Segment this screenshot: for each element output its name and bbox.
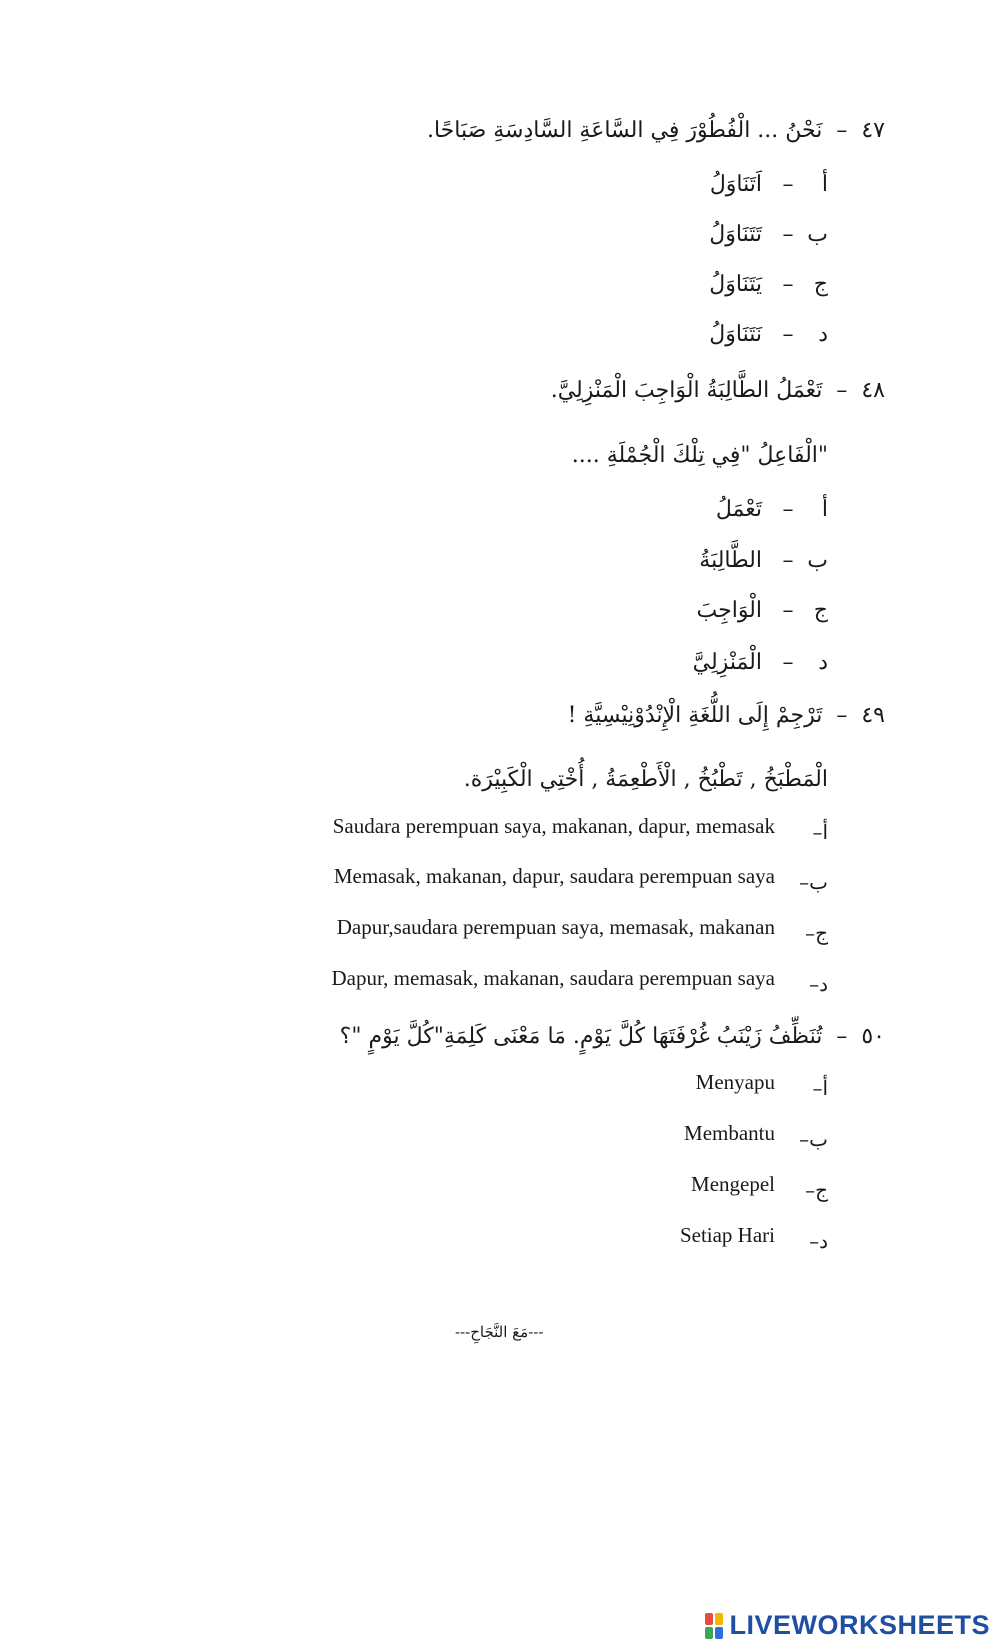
option-text: Saudara perempuan saya, makanan, dapur, memasak [332,814,775,838]
option-text: تَتَنَاوَلُ [709,222,762,247]
option-letter: ج– [805,1178,828,1202]
option-letter: ب [807,222,828,247]
question-49 [568,703,885,728]
option-dash: – [782,650,794,675]
option-text: تَعْمَلُ [715,497,762,522]
option-text: الْمَنْزِلِيَّ [692,650,762,675]
option-48-c[interactable] [697,598,829,623]
option-letter: أ [821,172,828,197]
option-dash: – [782,497,794,522]
option-text: Setiap Hari [679,1223,775,1247]
option-dash: – [782,322,794,347]
question-48-prompt: "الْفَاعِلُ "فِي تِلْكَ الْجُمْلَةِ .... [571,443,828,468]
option-text: نَتَنَاوَلُ [709,322,762,347]
option-text: Membantu [684,1121,775,1145]
question-dash: – [836,703,848,728]
logo-block [705,1613,713,1625]
question-text: نَحْنُ ... الْفُطُوْرَ فِي السَّاعَةِ السَّادِسَةِ صَبَاحًا. [426,118,823,143]
option-letter: د [818,322,828,347]
option-letter: ب– [799,1127,828,1151]
question-48 [551,378,885,403]
option-letter: د– [809,1229,828,1253]
question-49-prompt: الْمَطْبَخُ , تَطْبُخُ , الْأَطْعِمَةُ , أُخْتِي الْكَبِيْرَة. [463,767,828,792]
brand-watermark[interactable] [705,1610,990,1641]
option-47-b[interactable] [709,222,828,247]
brand-name: LIVEWORKSHEETS [729,1610,990,1640]
question-number: ٤٧ [861,118,885,143]
liveworksheets-logo-icon [705,1613,723,1639]
option-text: Dapur, memasak, makanan, saudara perempuan saya [331,966,775,990]
question-text: تَرْجِمْ إِلَى اللُّغَةِ الْإِنْدُوْنِيْسِيَّةِ ! [567,703,823,728]
option-text: الطَّالِبَةُ [699,548,762,573]
option-dash: – [782,598,794,623]
option-48-d[interactable] [693,650,828,675]
option-text: الْوَاجِبَ [696,598,762,623]
option-47-d[interactable] [709,322,828,347]
option-letter: أ– [812,820,828,844]
option-letter: د [818,650,828,675]
option-dash: – [782,272,794,297]
logo-block [705,1627,713,1639]
option-text: Memasak, makanan, dapur, saudara perempuan saya [333,864,775,888]
question-47 [427,118,885,143]
question-dash: – [836,378,848,403]
question-text: تُنَظِّفُ زَيْنَبُ غُرْفَتَهَا كُلَّ يَوْمٍ. مَا مَعْنَى كَلِمَةِ"كُلَّ يَوْمٍ "؟ [339,1024,823,1049]
option-text: اَتَنَاوَلُ [709,172,762,197]
option-text: Dapur,saudara perempuan saya, memasak, makanan [336,915,775,939]
option-letter: أ– [812,1076,828,1100]
logo-block [715,1613,723,1625]
option-dash: – [782,172,794,197]
option-text: يَتَنَاوَلُ [709,272,762,297]
option-letter: ب [807,548,828,573]
option-text: Mengepel [691,1172,775,1196]
question-50 [340,1024,885,1049]
question-number: ٤٨ [861,378,885,403]
option-48-b[interactable] [699,548,828,573]
logo-block [715,1627,723,1639]
option-letter: ج– [805,921,828,945]
question-dash: – [836,1024,848,1049]
option-letter: ج [813,598,828,623]
question-text: تَعْمَلُ الطَّالِبَةُ الْوَاجِبَ الْمَنْزِلِيَّ. [550,378,823,403]
option-text: Menyapu [695,1070,775,1094]
option-47-a[interactable] [710,172,828,197]
option-47-c[interactable] [709,272,828,297]
option-letter: أ [821,497,828,522]
option-letter: د– [809,972,828,996]
question-number: ٥٠ [861,1024,885,1049]
option-dash: – [782,222,794,247]
question-dash: – [836,118,848,143]
option-letter: ج [813,272,828,297]
closing-text: ---مَعَ النَّجَاحِ--- [455,1323,544,1341]
question-number: ٤٩ [861,703,885,728]
option-48-a[interactable] [716,497,828,522]
option-dash: – [782,548,794,573]
option-letter: ب– [799,870,828,894]
